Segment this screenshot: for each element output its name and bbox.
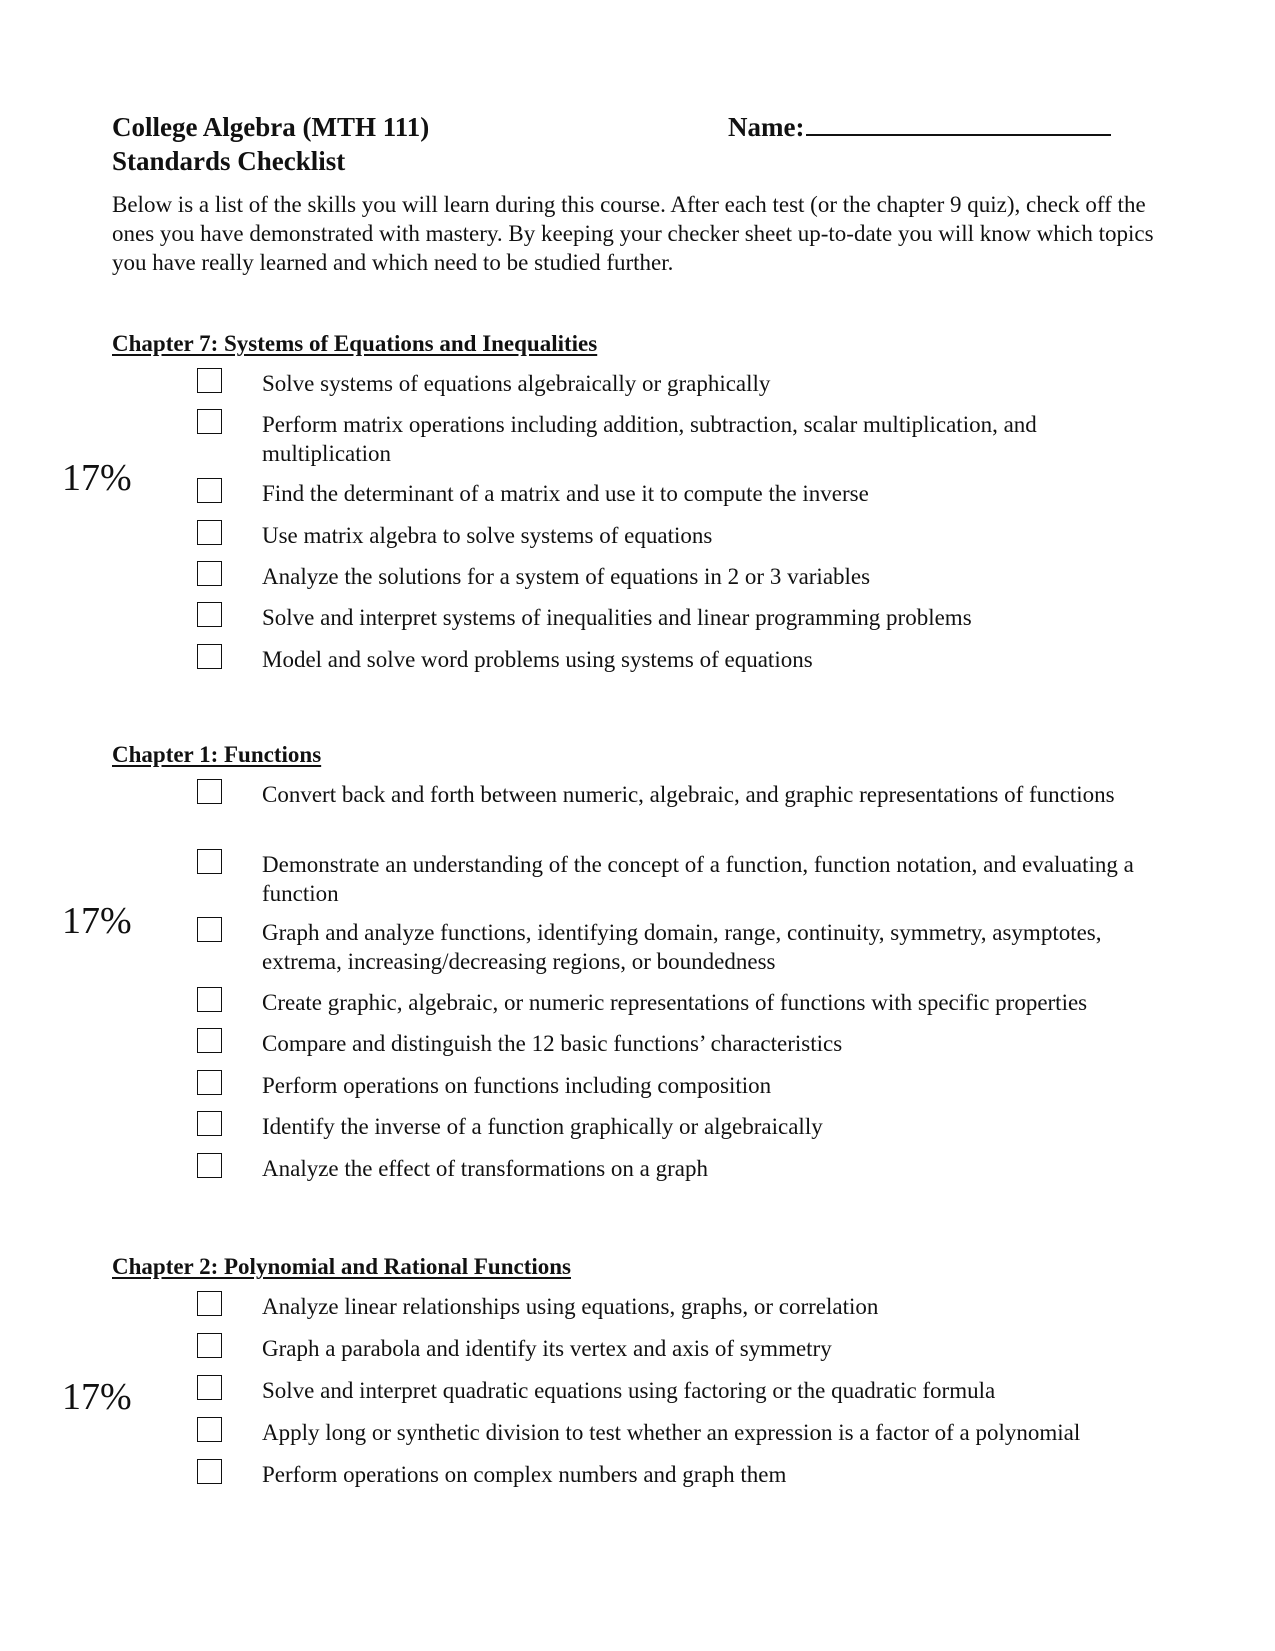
checkbox[interactable]	[197, 561, 222, 586]
checkbox[interactable]	[197, 1111, 222, 1136]
item-label: Model and solve word problems using systems of equations	[262, 647, 813, 672]
checkbox[interactable]	[197, 1070, 222, 1095]
checkbox[interactable]	[197, 1333, 222, 1358]
checkbox[interactable]	[197, 409, 222, 434]
checkbox[interactable]	[197, 779, 222, 804]
checkbox[interactable]	[197, 1417, 222, 1442]
item-label: Solve and interpret systems of inequalities and linear programming problems	[262, 605, 972, 630]
checkbox[interactable]	[197, 1153, 222, 1178]
item-label: Compare and distinguish the 12 basic functions’ characteristics	[262, 1031, 843, 1056]
course-title: College Algebra (MTH 111)	[112, 112, 430, 142]
item-label: Graph and analyze functions, identifying domain, range, continuity, symmetry, asymptotes, extrema, increasing/decreasing regions, or boundedness	[262, 920, 1102, 974]
page-title	[112, 110, 429, 178]
item-label: Graph a parabola and identify its vertex and axis of symmetry	[262, 1336, 832, 1361]
name-field	[728, 110, 1111, 144]
checkbox[interactable]	[197, 478, 222, 503]
item-label: Analyze the solutions for a system of equations in 2 or 3 variables	[262, 564, 871, 589]
item-label: Analyze linear relationships using equations, graphs, or correlation	[262, 1294, 879, 1319]
item-label: Perform matrix operations including addition, subtraction, scalar multiplication, and multiplication	[262, 412, 1037, 466]
section-weight: 17%	[62, 457, 132, 499]
item-label: Demonstrate an understanding of the concept of a function, function notation, and evaluating a function	[262, 852, 1134, 906]
checkbox[interactable]	[197, 1375, 222, 1400]
intro-paragraph: Below is a list of the skills you will learn during this course. After each test (or the chapter 9 quiz), check off the ones you have demonstrated with mastery. By keeping your checker sheet up-to-date you will know which topics you have really learned and which need to be studied further.	[112, 192, 1154, 275]
section-heading: Chapter 2: Polynomial and Rational Functions	[112, 1254, 571, 1279]
checkbox[interactable]	[197, 520, 222, 545]
checkbox[interactable]	[197, 368, 222, 393]
checkbox[interactable]	[197, 644, 222, 669]
item-label: Solve systems of equations algebraically or graphically	[262, 371, 771, 396]
item-label: Convert back and forth between numeric, algebraic, and graphic representations of functions	[262, 782, 1115, 807]
section-weight: 17%	[62, 1376, 132, 1418]
section-weight: 17%	[62, 900, 132, 942]
section-heading: Chapter 1: Functions	[112, 742, 322, 767]
item-label: Perform operations on complex numbers and graph them	[262, 1462, 787, 1487]
checkbox[interactable]	[197, 602, 222, 627]
item-label: Identify the inverse of a function graphically or algebraically	[262, 1114, 823, 1139]
item-label: Analyze the effect of transformations on a graph	[262, 1156, 708, 1181]
checkbox[interactable]	[197, 987, 222, 1012]
item-label: Find the determinant of a matrix and use it to compute the inverse	[262, 481, 869, 506]
item-label: Solve and interpret quadratic equations using factoring or the quadratic formula	[262, 1378, 996, 1403]
checkbox[interactable]	[197, 1459, 222, 1484]
section-heading: Chapter 7: Systems of Equations and Inequalities	[112, 331, 598, 356]
item-label: Perform operations on functions including composition	[262, 1073, 772, 1098]
checkbox[interactable]	[197, 917, 222, 942]
checklist-title: Standards Checklist	[112, 146, 346, 176]
checkbox[interactable]	[197, 1028, 222, 1053]
name-blank-line[interactable]	[806, 110, 1111, 136]
name-label: Name:	[728, 112, 805, 142]
checkbox[interactable]	[197, 1291, 222, 1316]
item-label: Apply long or synthetic division to test whether an expression is a factor of a polynomial	[262, 1420, 1081, 1445]
item-label: Use matrix algebra to solve systems of equations	[262, 523, 713, 548]
item-label: Create graphic, algebraic, or numeric representations of functions with specific properties	[262, 990, 1088, 1015]
checkbox[interactable]	[197, 849, 222, 874]
